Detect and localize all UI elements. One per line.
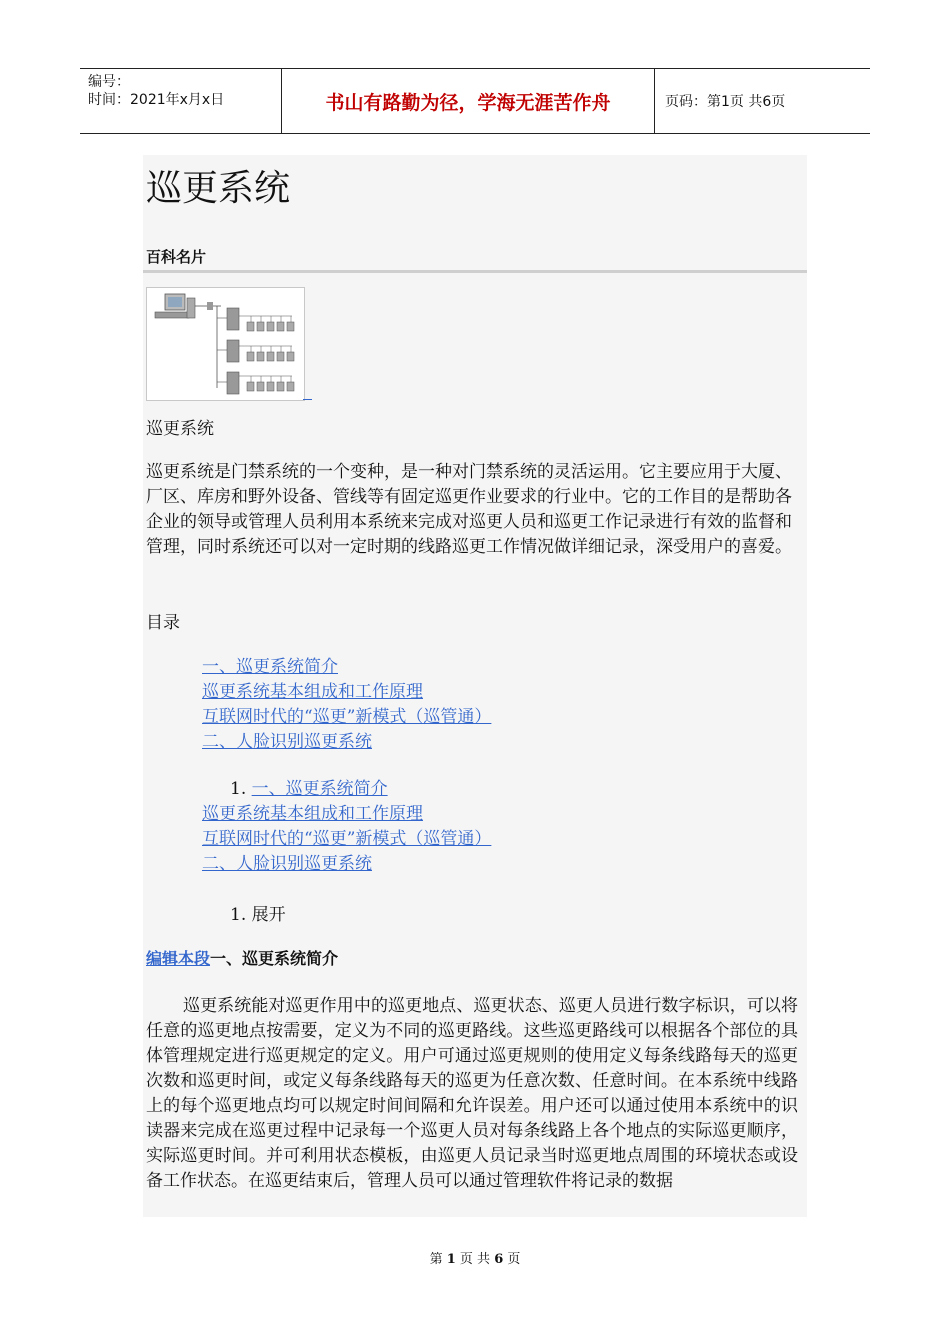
- expand-number: 1.: [230, 905, 247, 925]
- page-title: 巡更系统: [146, 168, 291, 209]
- toc-link-face-recognition[interactable]: 二、人脸识别巡更系统: [202, 732, 372, 752]
- footer-total-pages: 6: [494, 1252, 504, 1267]
- toc-numbered-link-face-recognition[interactable]: 二、人脸识别巡更系统: [202, 854, 372, 874]
- toc-heading: 目录: [146, 613, 180, 633]
- image-link[interactable]: [303, 399, 312, 400]
- date-label: 时间：2021年x月x日: [88, 92, 225, 108]
- footer-page-number: 1: [446, 1252, 456, 1267]
- toc-number: 1.: [230, 779, 247, 799]
- toc-numbered-first: [230, 777, 388, 802]
- divider: [143, 270, 807, 273]
- toc-numbered-link-principle[interactable]: 巡更系统基本组成和工作原理: [202, 804, 423, 824]
- expand-toggle[interactable]: [230, 900, 286, 925]
- toc-list: [202, 655, 491, 755]
- number-label: 编号：: [88, 74, 130, 90]
- section-title: 一、巡更系统简介: [210, 949, 339, 968]
- header-motto: 书山有路勤为径，学海无涯苦作舟: [282, 69, 655, 133]
- page-header: [80, 68, 870, 134]
- toc-link-principle[interactable]: 巡更系统基本组成和工作原理: [202, 682, 423, 702]
- page-footer: [0, 1248, 950, 1267]
- diagram-illustration: [147, 288, 304, 400]
- edit-section-link[interactable]: 编辑本段: [146, 949, 211, 968]
- expand-label: 展开: [251, 905, 286, 925]
- toc-numbered-link-new-mode[interactable]: 互联网时代的“巡更”新模式（巡管通）: [202, 829, 492, 849]
- footer-suffix: 页: [507, 1252, 521, 1267]
- section-heading: [146, 946, 338, 969]
- toc-link-intro[interactable]: 一、巡更系统简介: [202, 657, 338, 677]
- section-body: 巡更系统能对巡更作用中的巡更地点、巡更状态、巡更人员进行数字标识，可以将任意的巡更地点按需要，定义为不同的巡更路线。这些巡更路线可以根据各个部位的具体管理规定进行巡更规定的定义。用户可通过巡更规则的使用定义每条线路每天的巡更次数和巡更时间，或定义每条线路每天的巡更为任意次数、任意时间。在本系统中线路上的每个巡更地点均可以规定时间间隔和允许误差。用户还可以通过使用本系统中的识读器来完成在巡更过程中记录每一个巡更人员对每条线路上各个地点的实际巡更顺序，实际巡更时间。并可利用状态模板，由巡更人员记录当时巡更地点周围的环境状态或设备工作状态。在巡更结束后，管理人员可以通过管理软件将记录的数据: [146, 996, 798, 1191]
- toc-link-new-mode[interactable]: 互联网时代的“巡更”新模式（巡管通）: [202, 707, 492, 727]
- toc-numbered-link-intro[interactable]: 一、巡更系统简介: [251, 779, 388, 799]
- intro-paragraph: 巡更系统是门禁系统的一个变种，是一种对门禁系统的灵活运用。它主要应用于大厦、厂区、库房和野外设备、管线等有固定巡更作业要求的行业中。它的工作目的是帮助各企业的领导或管理人员利用本系统来完成对巡更人员和巡更工作记录进行有效的监督和管理，同时系统还可以对一定时期的线路巡更工作情况做详细记录，深受用户的喜爱。: [146, 462, 792, 557]
- toc-numbered-list: [202, 802, 491, 877]
- footer-middle: 页 共: [459, 1252, 491, 1267]
- footer-prefix: 第: [429, 1252, 443, 1267]
- header-meta: [80, 69, 282, 133]
- system-diagram-image[interactable]: [146, 287, 305, 401]
- header-page-info: 页码：第1页 共6页: [665, 94, 786, 110]
- image-caption: 巡更系统: [146, 419, 214, 439]
- card-label: 百科名片: [146, 248, 207, 266]
